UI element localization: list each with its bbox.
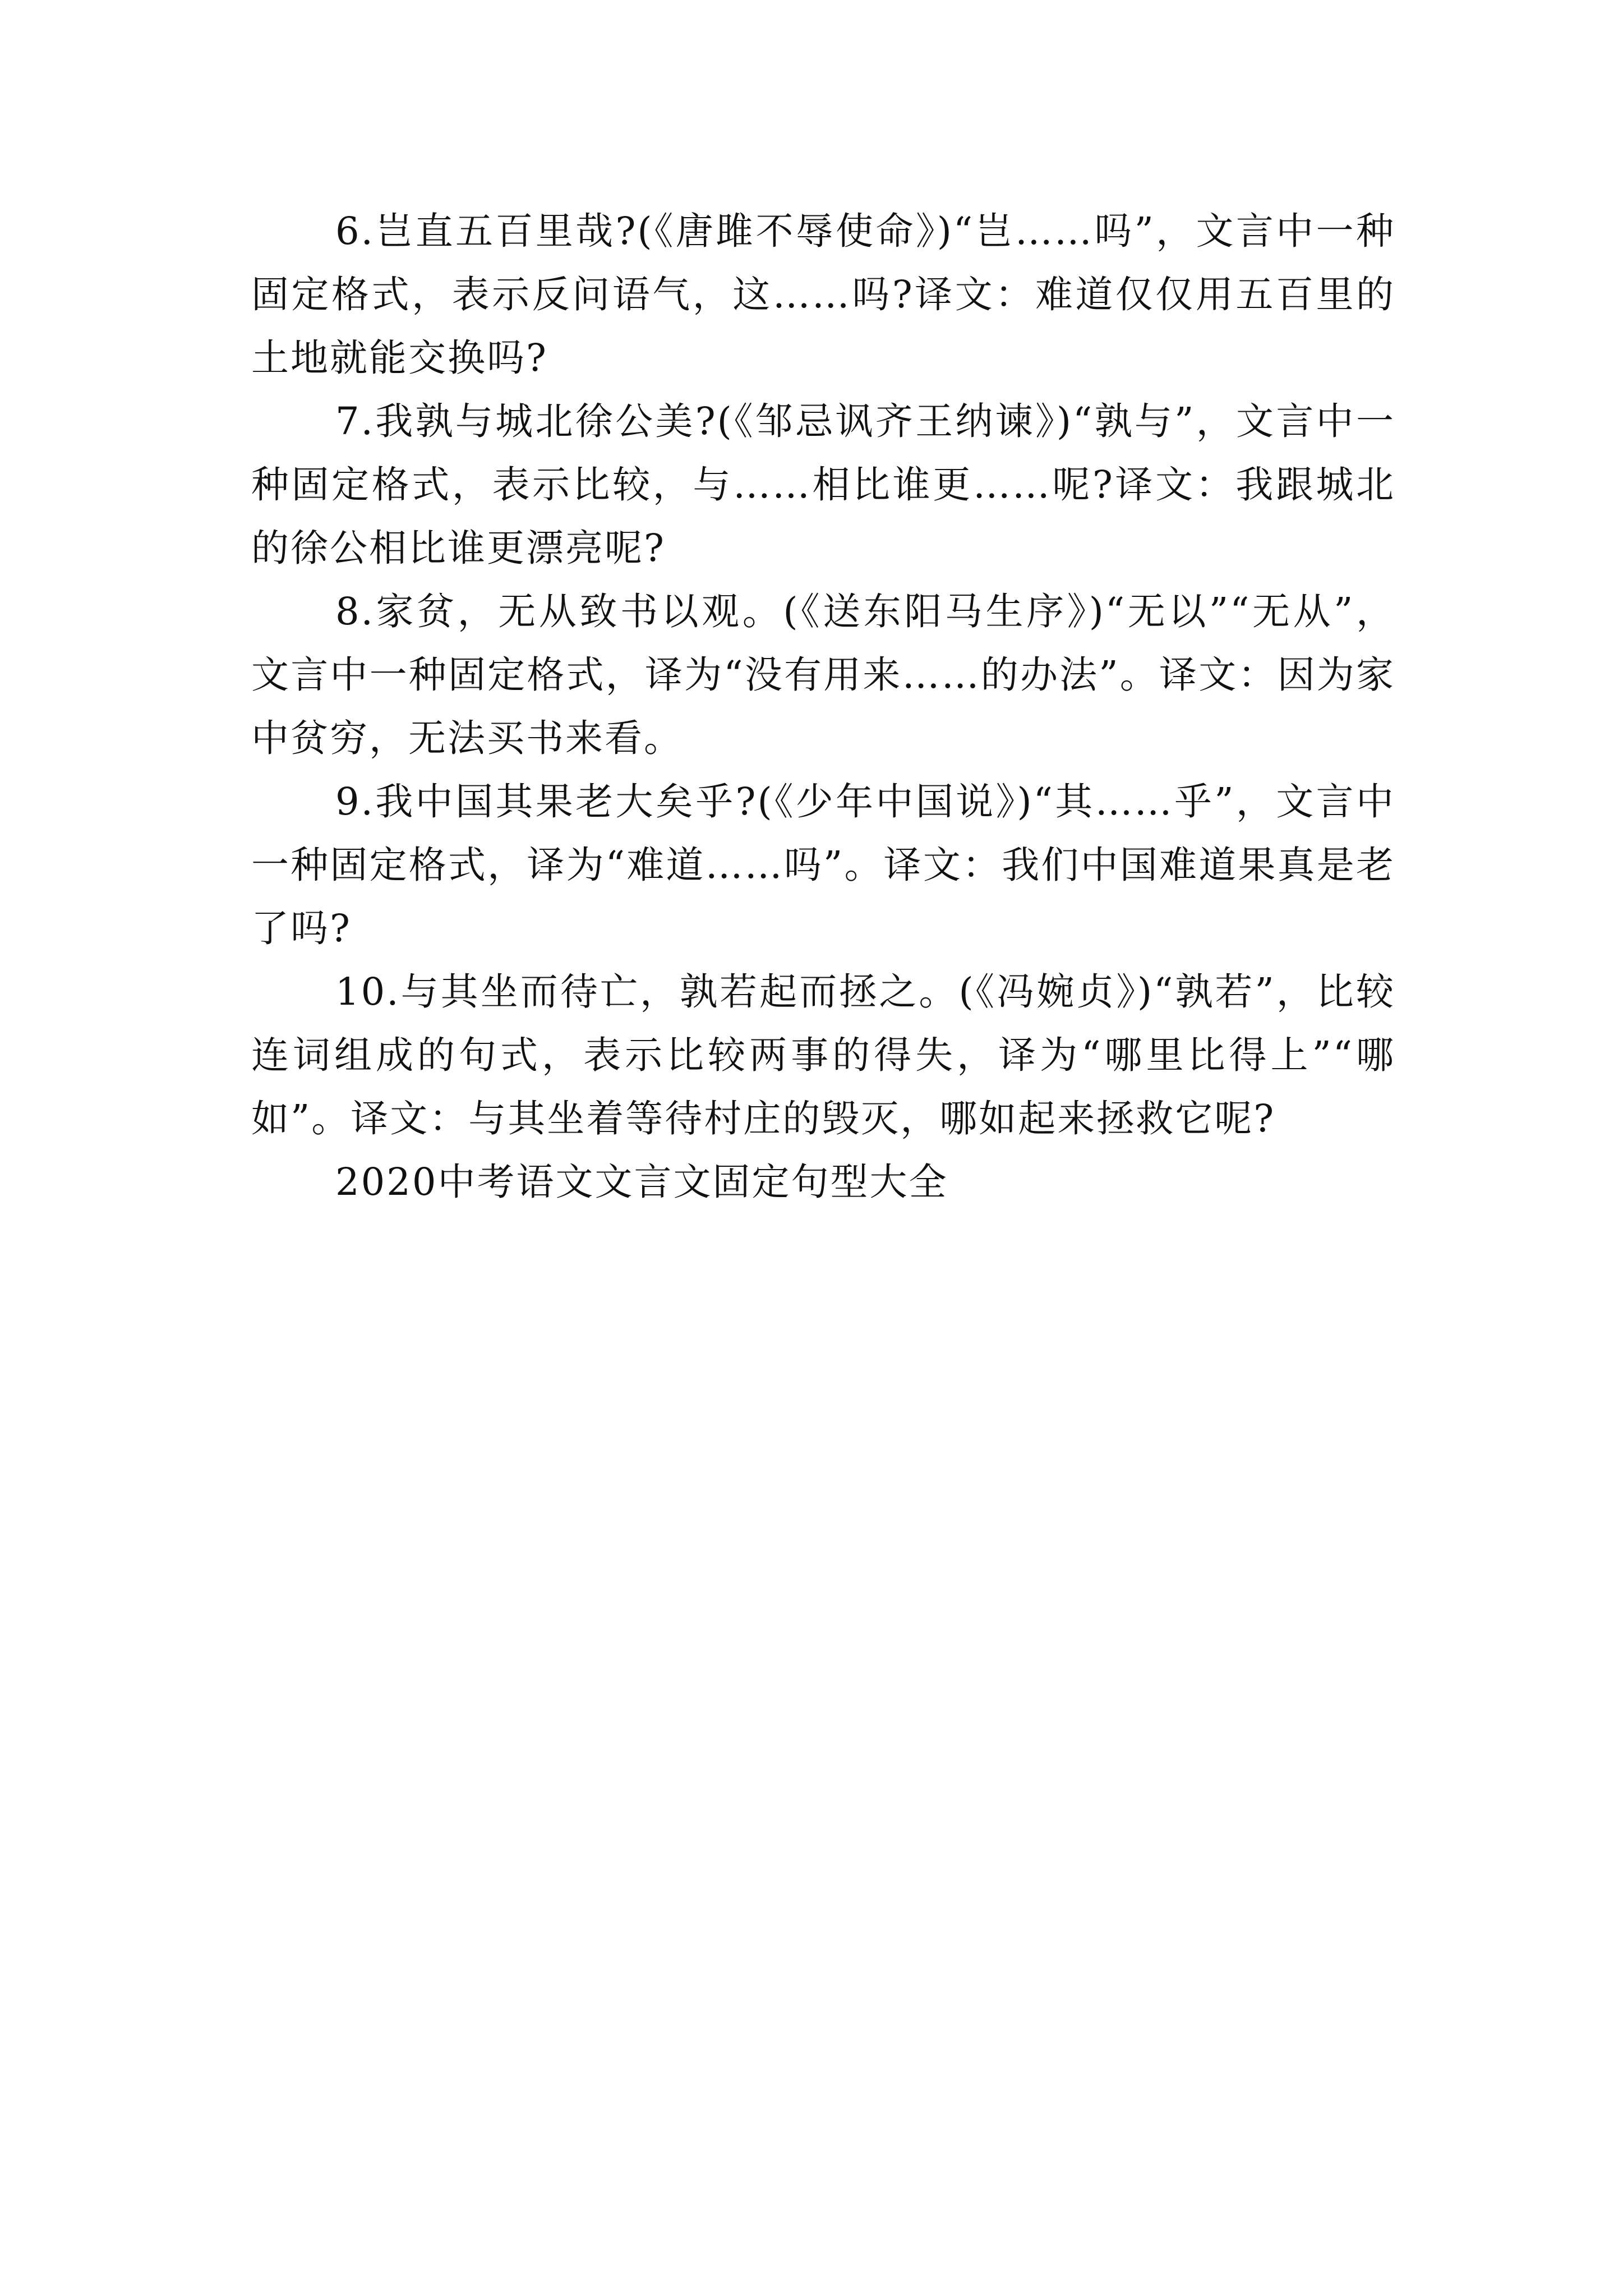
paragraph-item-6: 6.岂直五百里哉?(《唐雎不辱使命》)“岂……吗”，文言中一种固定格式，表示反问语气，这……吗?译文：难道仅仅用五百里的土地就能交换吗? [251, 209, 1395, 380]
document-body [251, 200, 1395, 1214]
paragraph-item-8: 8.家贫，无从致书以观。(《送东阳马生序》)“无以”“无从”，文言中一种固定格式，译为“没有用来……的办法”。译文：因为家中贫穷，无法买书来看。 [251, 590, 1395, 760]
document-footer-title: 2020中考语文文言文固定句型大全 [335, 1160, 948, 1204]
paragraph-item-7: 7.我孰与城北徐公美?(《邹忌讽齐王纳谏》)“孰与”，文言中一种固定格式，表示比较，与……相比谁更……呢?译文：我跟城北的徐公相比谁更漂亮呢? [251, 399, 1395, 570]
paragraph-item-10: 10.与其坐而待亡，孰若起而拯之。(《冯婉贞》)“孰若”，比较连词组成的句式，表示比较两事的得失，译为“哪里比得上”“哪如”。译文：与其坐着等待村庄的毁灭，哪如起来拯救它呢? [251, 970, 1395, 1140]
paragraph-item-9: 9.我中国其果老大矣乎?(《少年中国说》)“其……乎”，文言中一种固定格式，译为“难道……吗”。译文：我们中国难道果真是老了吗? [251, 780, 1395, 950]
